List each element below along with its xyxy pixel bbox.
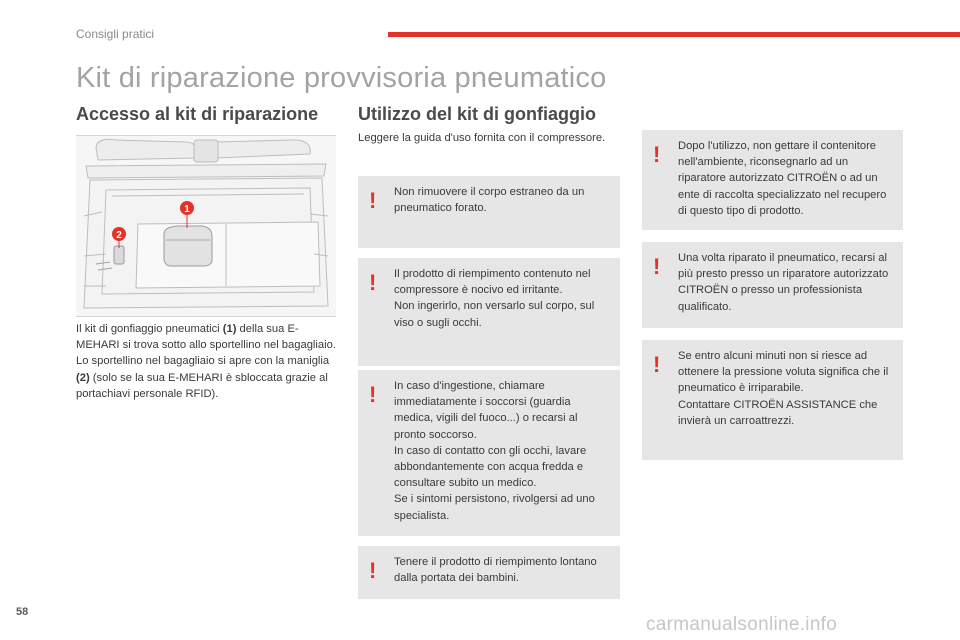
warning-box: [358, 546, 620, 599]
warning-box: [358, 176, 620, 248]
warning-icon: !: [653, 352, 661, 377]
warning-text: Se entro alcuni minuti non si riesce ad ottenere la pressione voluta significa che il pneumatico è irriparabile. Contattare CITROËN ASSISTANCE che invierà un carroattrezzi.: [678, 350, 889, 427]
page-title: Kit di riparazione provvisoria pneumatico: [76, 62, 607, 94]
ref-1: (1): [222, 323, 237, 335]
intro-text: Leggere la guida d'uso fornita con il compressore.: [358, 132, 606, 144]
warning-icon: !: [369, 382, 377, 407]
para-2-start: Lo sportellino nel bagagliaio si apre con la maniglia: [76, 355, 330, 368]
para-2-end: (solo se la sua E-MEHARI è sbloccata grazie al portachiavi personale RFID).: [76, 371, 328, 400]
heading-use-kit: Utilizzo del kit di gonfiaggio: [358, 104, 596, 124]
heading-access-kit: Accesso al kit di riparazione: [76, 104, 319, 124]
warning-text: Non rimuovere il corpo estraneo da un pneumatico forato.: [394, 186, 585, 215]
callout-2-label: 2: [116, 230, 122, 241]
warning-icon: !: [369, 558, 377, 583]
warning-text: Tenere il prodotto di riempimento lontano dalla portata dei bambini.: [394, 556, 597, 585]
warning-text: Il prodotto di riempimento contenuto nel compressore è nocivo ed irritante. Non ingerirlo, non versarlo sul corpo, sul viso o sugli occhi.: [394, 268, 595, 329]
trunk-drawing: [76, 136, 336, 316]
callout-1-label: 1: [184, 204, 190, 215]
warning-box: [642, 242, 903, 328]
warning-icon: !: [369, 188, 377, 213]
page-number: 58: [16, 606, 29, 618]
kit-location-text: [76, 321, 336, 402]
warning-text: Dopo l'utilizzo, non gettare il contenitore nell'ambiente, riconsegnarlo ad un riparatore autorizzato CITROËN o ad un ente di raccolta specializzato nel recupero di questo tipo di prodotto.: [678, 140, 887, 217]
ref-2: (2): [76, 371, 90, 384]
section-label: Consigli pratici: [76, 27, 155, 41]
warning-box: [642, 130, 903, 230]
warning-text: In caso d'ingestione, chiamare immediatamente i soccorsi (guardia medica, vigili del fuoco...) o recarsi al pronto soccorso. In caso di contatto con gli occhi, lavare abbondantemente con acqua fredda e consultare subito un medico. Se i sintomi persistono, rivolgersi ad uno specialista.: [394, 380, 595, 522]
warning-box: [358, 370, 620, 536]
trunk-illustration: [76, 135, 336, 317]
warning-icon: !: [653, 142, 661, 167]
warning-icon: !: [653, 254, 661, 279]
warning-text: Una volta riparato il pneumatico, recarsi al più presto presso un riparatore autorizzato CITROËN o presso un professionista qualificato.: [678, 252, 889, 313]
header-accent-bar: [388, 32, 960, 37]
para-1-start: Il kit di gonfiaggio pneumatici: [76, 323, 223, 335]
para-1-end: della sua E-MEHARI si trova sotto allo sportellino nel bagagliaio.: [76, 323, 336, 352]
watermark: carmanualsonline.info: [646, 614, 838, 635]
warning-box: [358, 258, 620, 366]
warning-box: [642, 340, 903, 460]
warning-icon: !: [369, 270, 377, 295]
